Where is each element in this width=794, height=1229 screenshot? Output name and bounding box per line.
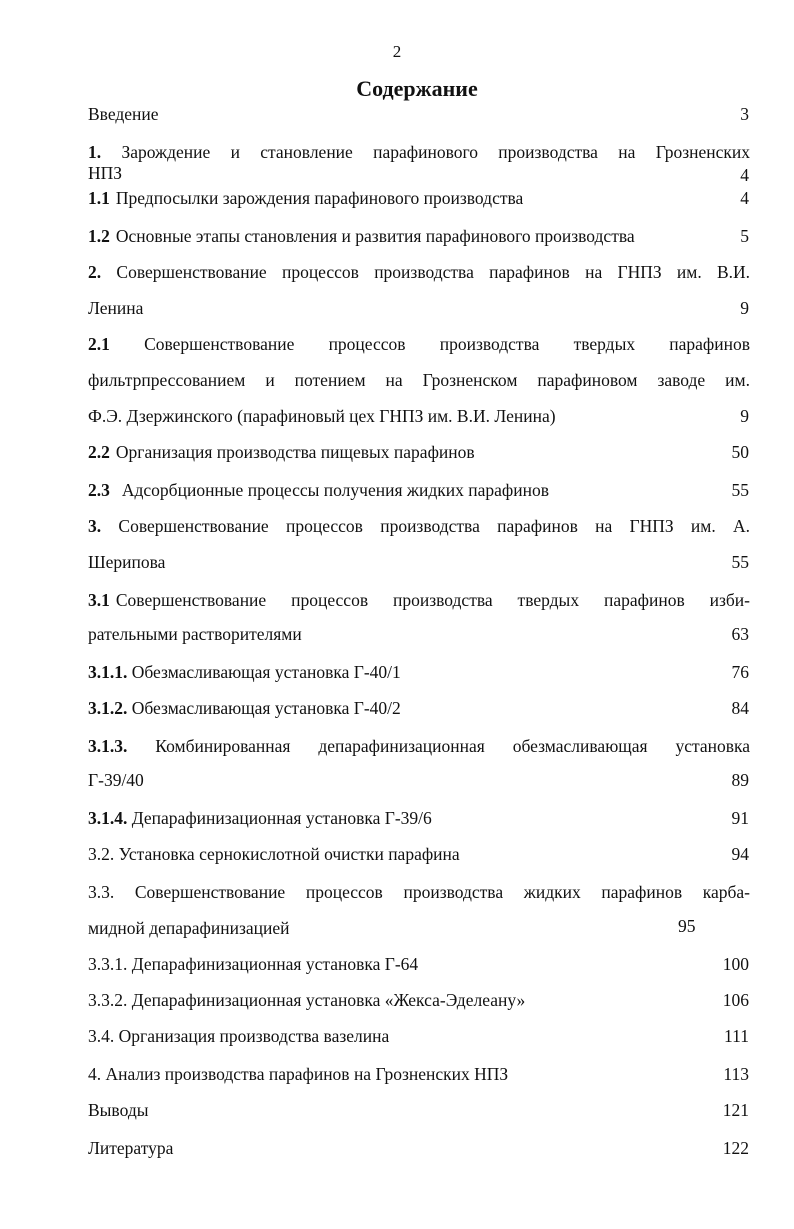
toc-s1-1-page: 4 — [740, 188, 749, 208]
toc-s2-1-page: 9 — [740, 406, 749, 426]
toc-s3-3-line2[interactable]: мидной депарафинизацией — [88, 918, 290, 938]
toc-s2-3[interactable]: 2.3 Адсорбционные процессы получения жидких парафинов — [88, 480, 549, 500]
toc-s2-page: 9 — [740, 298, 749, 318]
toc-conclusions[interactable]: Выводы — [88, 1100, 149, 1120]
toc-s3-3-line1[interactable]: 3.3. Совершенствование процессов производства жидких парафинов карба- — [88, 882, 750, 902]
toc-s3-1-page: 63 — [731, 624, 749, 644]
toc-s2-line1[interactable]: 2. Совершенствование процессов производства парафинов на ГНПЗ им. В.И. — [88, 262, 750, 282]
toc-s2-line2[interactable]: Ленина — [88, 298, 144, 318]
toc-s3-2[interactable]: 3.2. Установка сернокислотной очистки парафина — [88, 844, 460, 864]
toc-s1-page: 4 — [740, 165, 749, 185]
toc-s3-4[interactable]: 3.4. Организация производства вазелина — [88, 1026, 390, 1046]
toc-literature-page: 122 — [722, 1138, 749, 1158]
toc-s4-page: 113 — [723, 1064, 749, 1084]
toc-s2-1-line1[interactable]: 2.1 Совершенствование процессов производства твердых парафинов — [88, 334, 750, 354]
toc-s3-4-page: 111 — [724, 1026, 749, 1046]
toc-s2-2[interactable]: 2.2 Организация производства пищевых парафинов — [88, 442, 475, 462]
toc-s1-2-page: 5 — [740, 226, 749, 246]
toc-conclusions-page: 121 — [722, 1100, 749, 1120]
page-title: Содержание — [356, 76, 478, 101]
toc-s3-1-3-line1[interactable]: 3.1.3. Комбинированная депарафинизационная обезмасливающая установка — [88, 736, 751, 756]
toc-s3-3-2-page: 106 — [722, 990, 749, 1010]
toc-s3-1-line2[interactable]: рательными растворителями — [88, 624, 302, 644]
toc-s3-line1[interactable]: 3. Совершенствование процессов производства парафинов на ГНПЗ им. А. — [88, 516, 750, 536]
toc-s1-1[interactable]: 1.1 Предпосылки зарождения парафинового производства — [88, 188, 524, 208]
toc-s1-line2[interactable]: НПЗ — [88, 163, 123, 183]
toc-s3-3-page: 95 — [678, 916, 696, 936]
toc-s3-1-2-page: 84 — [731, 698, 749, 718]
toc-s3-1-2[interactable]: 3.1.2. Обезмасливающая установка Г-40/2 — [88, 698, 401, 718]
toc-s4[interactable]: 4. Анализ производства парафинов на Грозненских НПЗ — [88, 1064, 509, 1084]
toc-s2-3-page: 55 — [731, 480, 749, 500]
toc-s3-page: 55 — [731, 552, 749, 572]
toc-intro-page: 3 — [740, 104, 749, 124]
toc-s3-1-1[interactable]: 3.1.1. Обезмасливающая установка Г-40/1 — [88, 662, 401, 682]
toc-s1-line1[interactable]: 1. Зарождение и становление парафинового производства на Грозненских — [88, 142, 750, 162]
toc-s2-1-line3[interactable]: Ф.Э. Дзержинского (парафиновый цех ГНПЗ им. В.И. Ленина) — [88, 406, 556, 426]
toc-s3-1-1-page: 76 — [731, 662, 749, 682]
toc-s3-line2[interactable]: Шерипова — [88, 552, 166, 572]
toc-s3-1-3-page: 89 — [731, 770, 749, 790]
toc-s1-2[interactable]: 1.2 Основные этапы становления и развития парафинового производства — [88, 226, 635, 246]
toc-intro-label[interactable]: Введение — [88, 104, 159, 124]
toc-s2-2-page: 50 — [731, 442, 749, 462]
toc-s3-1-4[interactable]: 3.1.4. Депарафинизационная установка Г-39/6 — [88, 808, 432, 828]
toc-s3-1-line1[interactable]: 3.1 Совершенствование процессов производства твердых парафинов изби- — [88, 590, 750, 610]
toc-s2-1-line2[interactable]: фильтрпрессованием и потением на Грозненском парафиновом заводе им. — [88, 370, 750, 390]
page-number: 2 — [392, 42, 402, 61]
toc-s3-2-page: 94 — [731, 844, 749, 864]
toc-s3-3-2[interactable]: 3.3.2. Депарафинизационная установка «Жекса-Эделеану» — [88, 990, 526, 1010]
toc-s3-3-1-page: 100 — [722, 954, 749, 974]
toc-literature[interactable]: Литература — [88, 1138, 174, 1158]
toc-s3-3-1[interactable]: 3.3.1. Депарафинизационная установка Г-64 — [88, 954, 419, 974]
toc-s3-1-3-line2[interactable]: Г-39/40 — [88, 770, 144, 790]
toc-s3-1-4-page: 91 — [731, 808, 749, 828]
